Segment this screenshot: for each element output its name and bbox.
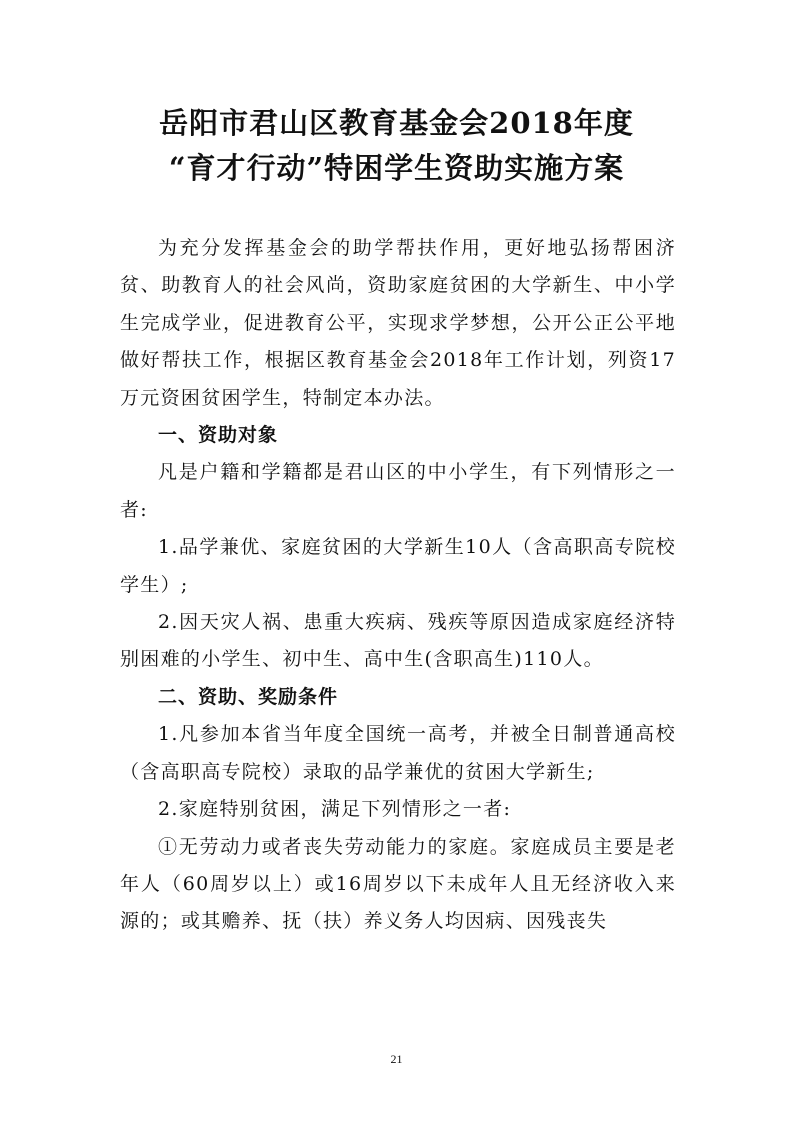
document-title-line1: 岳阳市君山区教育基金会2018年度 (159, 106, 634, 140)
section1-lead: 凡是户籍和学籍都是君山区的中小学生，有下列情形之一者: (120, 461, 676, 521)
section2-heading: 二、资助、奖励条件 (158, 685, 339, 708)
section1-heading: 一、资助对象 (158, 424, 279, 447)
section2-item-3: ①无劳动力或者丧失劳动能力的家庭。家庭成员主要是老年人（60周岁以上）或16周岁以下未成年人且无经济收入来源的；或其赡养、抚（扶）养义务人均因病、因残丧失 (120, 835, 676, 933)
section1-item-1: 1.品学兼优、家庭贫困的大学新生10人（含高职高专院校学生）; (120, 536, 676, 596)
section1-item-2: 2.因天灾人祸、患重大疾病、残疾等原因造成家庭经济特别困难的小学生、初中生、高中生(含职高生)110人。 (120, 611, 676, 671)
intro-paragraph: 为充分发挥基金会的助学帮扶作用，更好地弘扬帮困济贫、助教育人的社会风尚，资助家庭贫困的大学新生、中小学生完成学业，促进教育公平，实现求学梦想，公开公正公平地做好帮扶工作，根据区教育基金会2018年工作计划，列资17万元资困贫困学生，特制定本办法。 (120, 237, 676, 409)
section2-item-1: 1.凡参加本省当年度全国统一高考，并被全日制普通高校（含高职高专院校）录取的品学兼优的贫困大学新生; (120, 723, 676, 783)
section2-item-2: 2.家庭特别贫困，满足下列情形之一者: (158, 798, 512, 821)
page-number: 21 (390, 1052, 403, 1066)
document-title-line2: “育才行动”特困学生资助实施方案 (168, 151, 625, 185)
document-body (120, 230, 676, 941)
